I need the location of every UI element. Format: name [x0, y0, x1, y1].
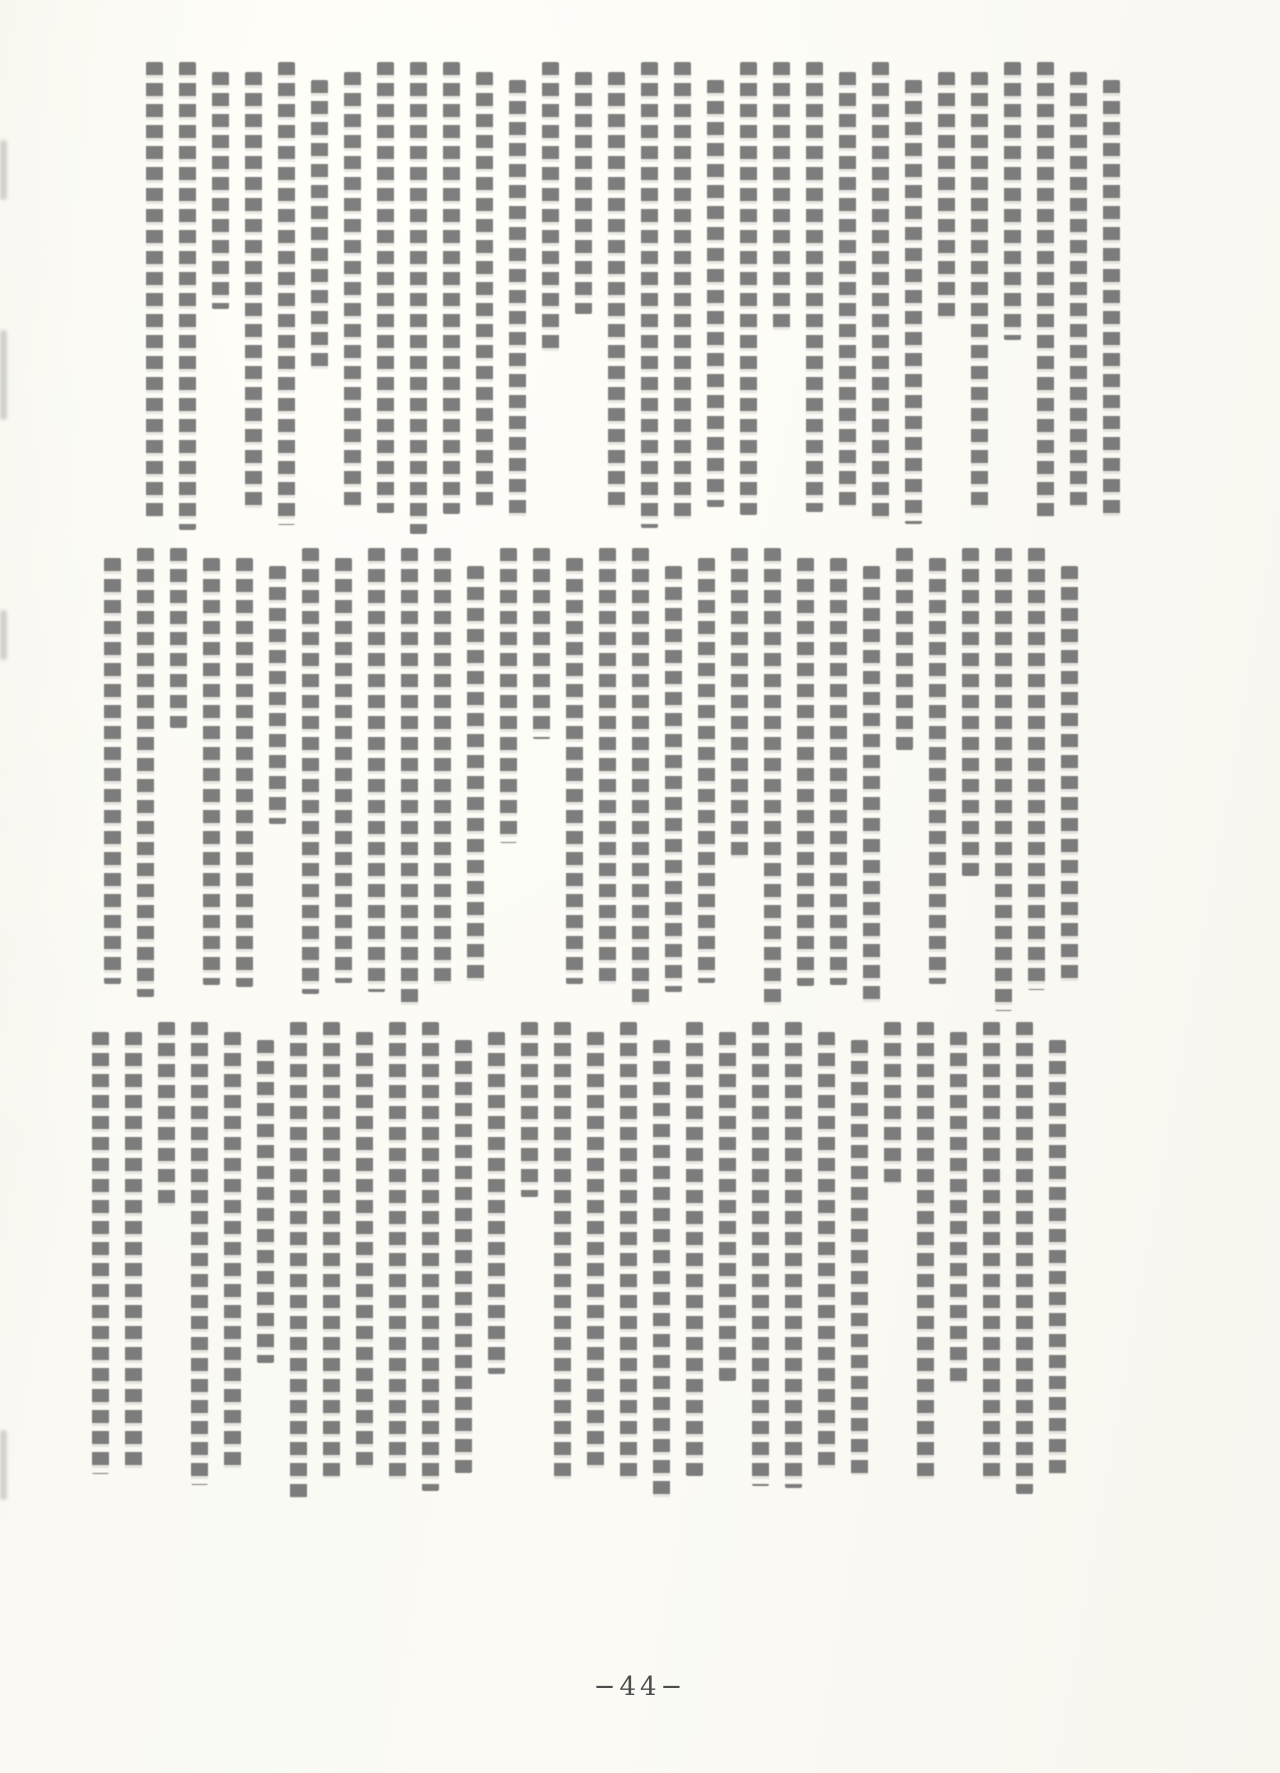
redacted-text-column — [509, 80, 526, 519]
redacted-text-column — [179, 62, 196, 530]
redacted-text-column — [203, 558, 220, 985]
redacted-text-column — [224, 1032, 241, 1471]
redacted-text-column — [1016, 1022, 1033, 1494]
redacted-text-column — [566, 558, 583, 984]
redacted-text-column — [323, 1022, 340, 1478]
redacted-text-column — [620, 1022, 637, 1479]
redacted-text-column — [1037, 62, 1054, 517]
redacted-text-column — [92, 1032, 109, 1474]
redacted-text-column — [146, 62, 163, 517]
redacted-text-column — [1049, 1040, 1066, 1474]
redacted-text-column — [806, 62, 823, 512]
redacted-text-column — [137, 548, 154, 997]
redacted-text-column — [653, 1040, 670, 1497]
redacted-text-column — [290, 1022, 307, 1498]
scan-edge-artifact — [0, 140, 7, 200]
redacted-text-column — [863, 566, 880, 1003]
redacted-text-column — [467, 566, 484, 984]
lower-text-band — [98, 1022, 1066, 1504]
redacted-text-column — [311, 80, 328, 371]
redacted-text-column — [632, 548, 649, 1009]
redacted-text-column — [929, 558, 946, 984]
redacted-text-column — [830, 558, 847, 985]
redacted-text-column — [950, 1032, 967, 1383]
redacted-text-column — [983, 1022, 1000, 1481]
redacted-text-column — [752, 1022, 769, 1486]
redacted-text-column — [257, 1040, 274, 1363]
page-number: −44− — [593, 1672, 687, 1702]
redacted-text-column — [674, 62, 691, 519]
redacted-text-column — [401, 548, 418, 1008]
redacted-text-column — [1070, 72, 1087, 507]
redacted-text-column — [773, 62, 790, 331]
redacted-text-column — [1004, 62, 1021, 340]
redacted-text-column — [434, 548, 451, 988]
redacted-text-column — [917, 1022, 934, 1480]
redacted-text-column — [521, 1022, 538, 1197]
redacted-text-column — [170, 548, 187, 728]
redacted-text-column — [740, 62, 757, 515]
redacted-text-column — [608, 72, 625, 509]
redacted-text-column — [686, 1022, 703, 1476]
scan-edge-artifact — [0, 610, 7, 660]
redacted-text-column — [269, 566, 286, 824]
redacted-text-column — [719, 1032, 736, 1381]
redacted-text-column — [599, 548, 616, 988]
redacted-text-column — [410, 62, 427, 534]
redacted-text-column — [698, 558, 715, 983]
redacted-text-column — [764, 548, 781, 1005]
redacted-text-column — [335, 558, 352, 983]
redacted-text-column — [707, 80, 724, 507]
redacted-text-column — [488, 1032, 505, 1374]
redacted-text-column — [785, 1022, 802, 1488]
redacted-text-column — [818, 1032, 835, 1472]
redacted-text-column — [455, 1040, 472, 1473]
redacted-text-column — [587, 1032, 604, 1470]
redacted-text-column — [905, 80, 922, 524]
redacted-text-column — [422, 1022, 439, 1491]
redacted-text-column — [575, 72, 592, 314]
redacted-text-column — [851, 1040, 868, 1475]
redacted-text-column — [104, 558, 121, 984]
scan-edge-artifact — [0, 1430, 7, 1500]
redacted-text-column — [245, 72, 262, 508]
redacted-text-column — [476, 72, 493, 507]
redacted-text-column — [302, 548, 319, 994]
redacted-text-column — [236, 558, 253, 987]
redacted-text-column — [971, 72, 988, 511]
redacted-text-column — [995, 548, 1012, 1011]
redacted-text-column — [377, 62, 394, 513]
middle-text-band — [90, 548, 1078, 1016]
redacted-text-column — [641, 62, 658, 528]
redacted-text-column — [389, 1022, 406, 1483]
redacted-text-column — [368, 548, 385, 992]
redacted-text-column — [554, 1022, 571, 1482]
redacted-text-column — [797, 558, 814, 986]
redacted-text-column — [665, 566, 682, 992]
redacted-text-column — [500, 548, 517, 843]
redacted-text-column — [1061, 566, 1078, 984]
redacted-text-column — [884, 1022, 901, 1184]
redacted-text-column — [938, 72, 955, 319]
redacted-text-column — [1028, 548, 1045, 990]
redacted-text-column — [158, 1022, 175, 1209]
redacted-text-column — [443, 62, 460, 514]
redacted-text-column — [896, 548, 913, 750]
redacted-text-column — [212, 72, 229, 309]
redacted-text-column — [1103, 80, 1120, 517]
redacted-text-column — [839, 72, 856, 507]
redacted-text-column — [533, 548, 550, 739]
redacted-text-column — [356, 1032, 373, 1471]
redacted-text-column — [542, 62, 559, 351]
upper-text-band — [132, 62, 1120, 540]
redacted-text-column — [125, 1032, 142, 1472]
redacted-text-column — [278, 62, 295, 525]
redacted-text-column — [872, 62, 889, 522]
redacted-text-column — [731, 548, 748, 861]
redacted-text-column — [344, 72, 361, 507]
redacted-text-column — [962, 548, 979, 876]
scan-edge-artifact — [0, 330, 7, 420]
redacted-text-column — [191, 1022, 208, 1485]
